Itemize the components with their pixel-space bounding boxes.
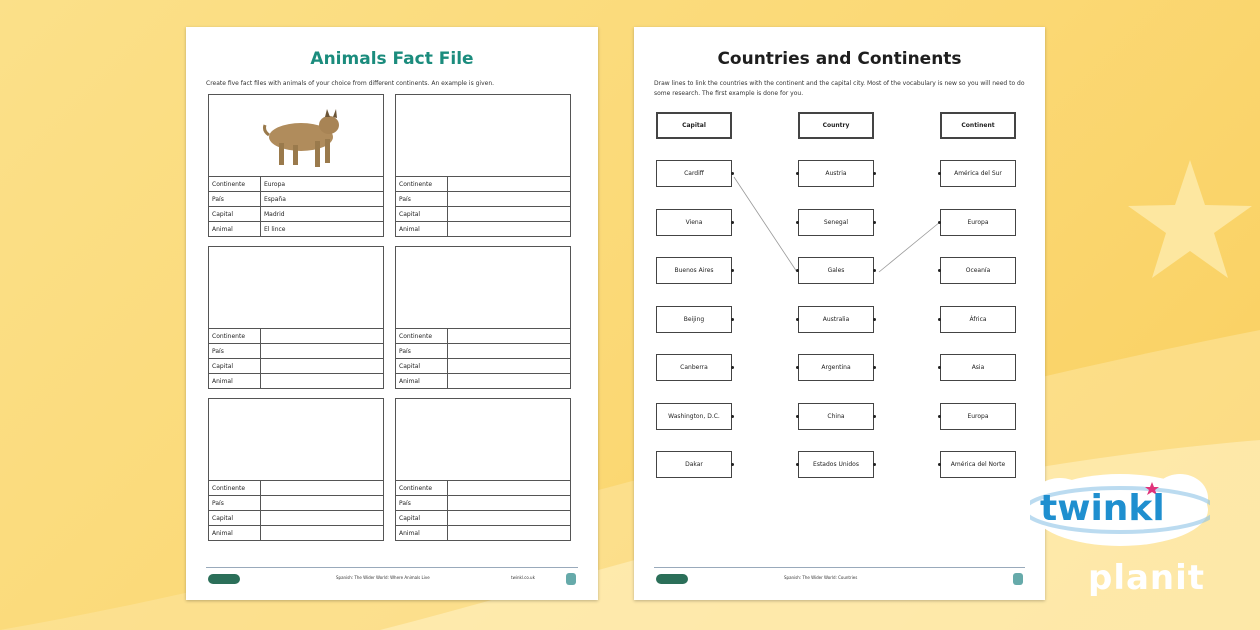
capital-box[interactable]: Cardiff	[656, 160, 732, 187]
header-country: Country	[798, 112, 874, 139]
row-value[interactable]	[448, 511, 571, 526]
row-label: Capital	[396, 359, 448, 374]
fact-card	[395, 94, 571, 237]
capital-box[interactable]: Viena	[656, 209, 732, 236]
footer-right-text: twinkl.co.uk	[511, 575, 535, 580]
link-point[interactable]	[731, 463, 734, 466]
row-value[interactable]	[261, 481, 384, 496]
continent-box[interactable]: América del Sur	[940, 160, 1016, 187]
row-label: Animal	[209, 374, 261, 389]
row-value: Madrid	[261, 207, 384, 222]
planit-logo-text: planit	[1088, 558, 1206, 598]
sheet2-footer	[654, 567, 1025, 588]
row-value[interactable]	[261, 511, 384, 526]
row-value: El lince	[261, 222, 384, 237]
capital-box[interactable]: Washington, D.C.	[656, 403, 732, 430]
link-point[interactable]	[796, 318, 799, 321]
row-value: Europa	[261, 177, 384, 192]
row-value[interactable]	[448, 344, 571, 359]
link-point[interactable]	[731, 366, 734, 369]
continent-box[interactable]: Oceanía	[940, 257, 1016, 284]
link-point[interactable]	[873, 269, 876, 272]
row-label: Continente	[209, 329, 261, 344]
sheet2-instructions: Draw lines to link the countries with the continent and the capital city. Most of the vocabulary is new so you will need to do some research. The first example is done for you.	[654, 80, 1025, 97]
row-label: País	[209, 192, 261, 207]
link-point[interactable]	[731, 318, 734, 321]
row-value[interactable]	[448, 526, 571, 541]
row-value[interactable]	[261, 496, 384, 511]
countries-continents-sheet	[634, 27, 1045, 600]
row-label: Animal	[209, 526, 261, 541]
link-point[interactable]	[938, 415, 941, 418]
link-point[interactable]	[938, 366, 941, 369]
row-label: Capital	[209, 511, 261, 526]
continent-box[interactable]: Europa	[940, 403, 1016, 430]
row-label: Continente	[396, 481, 448, 496]
fact-card	[208, 246, 384, 389]
row-value[interactable]	[261, 374, 384, 389]
link-point[interactable]	[796, 415, 799, 418]
row-value[interactable]	[261, 344, 384, 359]
row-label: Continente	[396, 177, 448, 192]
capital-box[interactable]: Beijing	[656, 306, 732, 333]
capital-box[interactable]: Dakar	[656, 451, 732, 478]
row-label: Animal	[396, 374, 448, 389]
link-point[interactable]	[938, 172, 941, 175]
header-continent: Continent	[940, 112, 1016, 139]
link-point[interactable]	[731, 415, 734, 418]
country-box[interactable]: China	[798, 403, 874, 430]
sheet2-title: Countries and Continents	[717, 49, 962, 69]
sheet1-footer	[206, 567, 578, 588]
link-point[interactable]	[873, 415, 876, 418]
row-label: País	[396, 192, 448, 207]
row-label: País	[209, 344, 261, 359]
link-point[interactable]	[938, 221, 941, 224]
row-label: Capital	[396, 511, 448, 526]
link-point[interactable]	[873, 221, 876, 224]
header-capital: Capital	[656, 112, 732, 139]
twinkl-mini-logo-icon	[208, 574, 240, 584]
row-label: País	[396, 496, 448, 511]
link-point[interactable]	[731, 269, 734, 272]
link-point[interactable]	[796, 366, 799, 369]
link-point[interactable]	[938, 463, 941, 466]
row-label: Capital	[396, 207, 448, 222]
twinkl-logo-text: twinkl	[1040, 488, 1165, 529]
row-value[interactable]	[448, 496, 571, 511]
row-value[interactable]	[261, 359, 384, 374]
continent-box[interactable]: Europa	[940, 209, 1016, 236]
row-value[interactable]	[448, 207, 571, 222]
capital-box[interactable]: Buenos Aires	[656, 257, 732, 284]
link-point[interactable]	[796, 463, 799, 466]
sheet1-title: Animals Fact File	[310, 49, 474, 69]
row-value[interactable]	[261, 526, 384, 541]
link-point[interactable]	[731, 172, 734, 175]
row-label: Animal	[396, 222, 448, 237]
link-point[interactable]	[938, 269, 941, 272]
sheet1-instructions: Create five fact files with animals of your choice from different continents. An example is given.	[206, 80, 495, 87]
row-value: España	[261, 192, 384, 207]
row-label: Animal	[209, 222, 261, 237]
fact-card	[395, 246, 571, 389]
capital-box[interactable]: Canberra	[656, 354, 732, 381]
lynx-image	[209, 95, 383, 177]
fact-card	[395, 398, 571, 541]
continent-box[interactable]: Asia	[940, 354, 1016, 381]
row-label: Continente	[209, 177, 261, 192]
link-point[interactable]	[873, 172, 876, 175]
country-box[interactable]: Austria	[798, 160, 874, 187]
link-point[interactable]	[731, 221, 734, 224]
planit-mini-logo-icon	[566, 573, 576, 585]
link-point[interactable]	[873, 366, 876, 369]
continent-box[interactable]: América del Norte	[940, 451, 1016, 478]
row-label: País	[396, 344, 448, 359]
fact-card	[208, 94, 384, 237]
footer-center-text: Spanish: The Wider World: Countries	[784, 575, 858, 580]
fact-card	[208, 398, 384, 541]
row-label: Capital	[209, 359, 261, 374]
row-value[interactable]	[448, 359, 571, 374]
planit-mini-logo-icon	[1013, 573, 1023, 585]
link-point[interactable]	[796, 269, 799, 272]
row-value[interactable]	[448, 177, 571, 192]
country-box[interactable]: Argentina	[798, 354, 874, 381]
row-value[interactable]	[448, 374, 571, 389]
country-box[interactable]: Estados Unidos	[798, 451, 874, 478]
link-point[interactable]	[796, 172, 799, 175]
link-point[interactable]	[938, 318, 941, 321]
country-box[interactable]: Gales	[798, 257, 874, 284]
twinkl-mini-logo-icon	[656, 574, 688, 584]
footer-center-text: Spanish: The Wider World: Where Animals Live	[336, 575, 430, 580]
row-label: Continente	[209, 481, 261, 496]
link-point[interactable]	[873, 318, 876, 321]
country-box[interactable]: Senegal	[798, 209, 874, 236]
link-point[interactable]	[796, 221, 799, 224]
row-value[interactable]	[448, 222, 571, 237]
row-value[interactable]	[261, 329, 384, 344]
row-label: Capital	[209, 207, 261, 222]
row-label: País	[209, 496, 261, 511]
row-value[interactable]	[448, 481, 571, 496]
link-point[interactable]	[873, 463, 876, 466]
continent-box[interactable]: África	[940, 306, 1016, 333]
row-label: Continente	[396, 329, 448, 344]
animals-fact-file-sheet	[186, 27, 598, 600]
country-box[interactable]: Australia	[798, 306, 874, 333]
row-label: Animal	[396, 526, 448, 541]
row-value[interactable]	[448, 192, 571, 207]
row-value[interactable]	[448, 329, 571, 344]
